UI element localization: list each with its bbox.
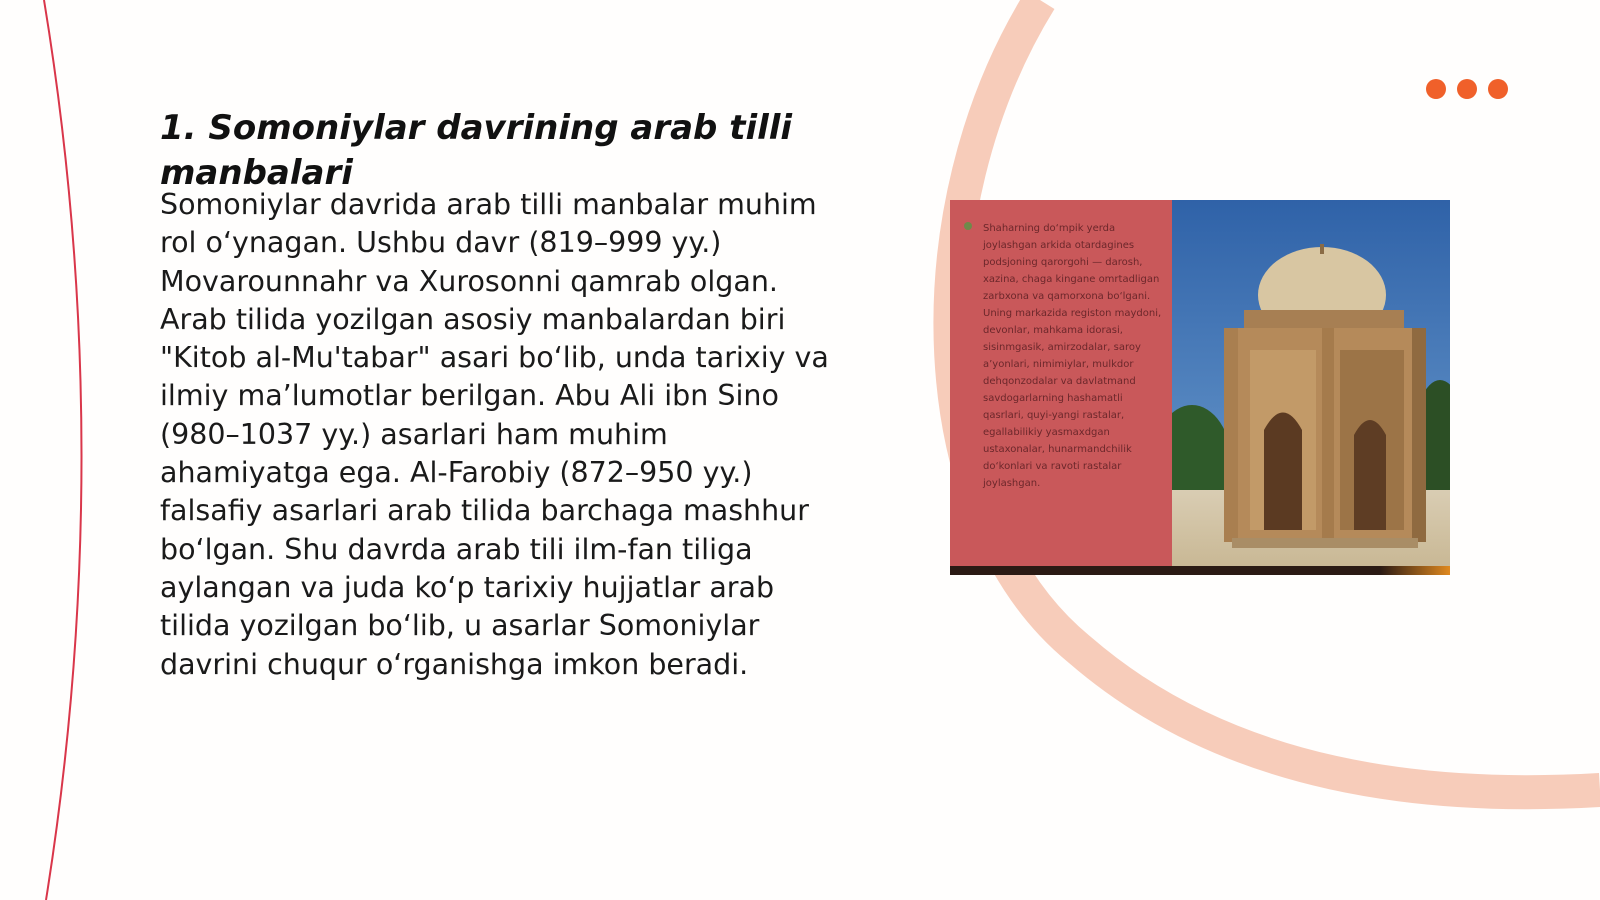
menu-dots <box>1426 79 1508 99</box>
left-arc-line <box>44 0 82 900</box>
dot-icon <box>1426 79 1446 99</box>
slide-body-text: Somoniylar davrida arab tilli manbalar muhim rol o‘ynagan. Ushbu davr (819–999 yy.) Movarounnahr va Xurosonni qamrab olgan. Arab tilida yozilgan asosiy manbalardan biri "Kitob al-Mu'tabar" asari bo‘lib, unda tarixiy va ilmiy ma’lumotlar berilgan. Abu Ali ibn Sino (980–1037 yy.) asarlari ham muhim ahamiyatga ega. Al-Farobiy (872–950 yy.) falsafiy asarlari arab tilida barchaga mashhur bo‘lgan. Shu davrda arab tili ilm-fan tiliga aylangan va juda ko‘p tarixiy hujjatlar arab tilida yozilgan bo‘lib, u asarlar Somoniylar davrini chuqur o‘rganishga imkon beradi. <box>160 188 829 681</box>
slide-title: 1. Somoniylar davrining arab tilli manbalari <box>160 108 793 193</box>
samanid-mausoleum-photo <box>950 200 1450 575</box>
photo-caption-panel <box>950 200 1172 566</box>
photo-caption-text: Shaharning do‘mpik yerda joylashgan arkida otardagines podsjoning qarorgohi — darosh, xazina, chaga kingane omrtadligan zarbxona va qamorxona bo‘lgani. Uning markazida registon maydoni, devonlar, mahkama idorasi, sisinmgasik, amirzodalar, saroy a’yonlari, nimimiylar, mulkdor dehqonzodalar va davlatmand savdogarlarning hashamatli qasrlari, quyi-yangi rastalar, egallabilikiy yasmaxdgan ustaxonalar, hunarmandchilik do‘konlari va ravoti rastalar joylashgan. <box>983 223 1162 489</box>
dot-icon <box>1457 79 1477 99</box>
photo-bottom-strip <box>950 566 1450 575</box>
bullet-icon <box>964 222 972 230</box>
mausoleum-illustration <box>1172 200 1450 566</box>
dot-icon <box>1488 79 1508 99</box>
